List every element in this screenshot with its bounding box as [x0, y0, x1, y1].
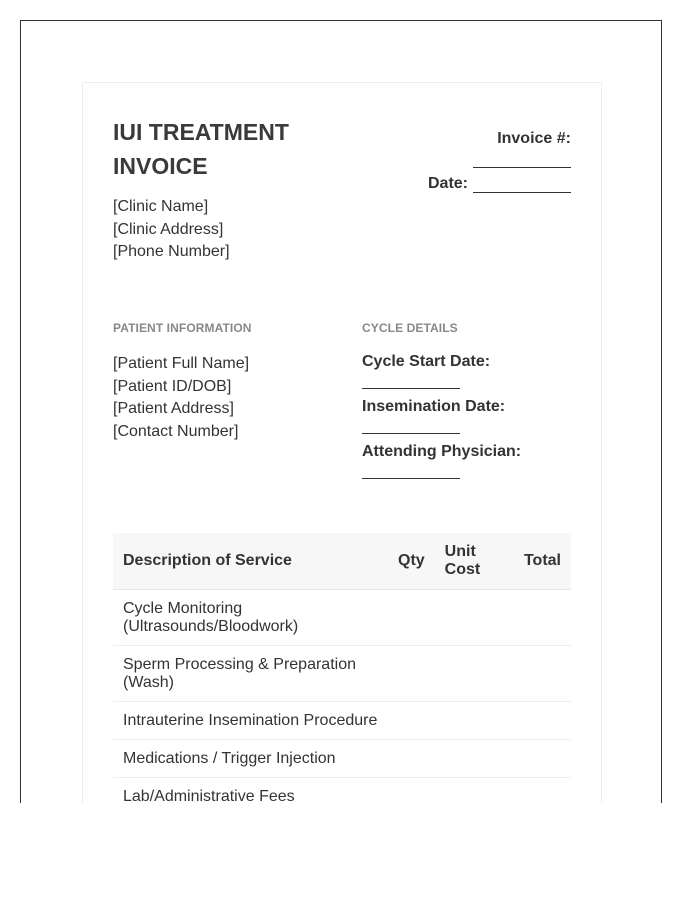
row-total	[507, 646, 571, 702]
row-unit-cost	[435, 778, 507, 804]
date-blank	[473, 175, 571, 193]
patient-info	[113, 353, 249, 443]
cycle-start-date-field	[362, 353, 521, 398]
date-label: Date:	[427, 175, 468, 192]
table-row	[113, 778, 571, 804]
invoice-page	[82, 82, 602, 803]
document-frame	[20, 20, 662, 803]
services-table	[113, 533, 571, 803]
date-field	[428, 175, 571, 193]
table-row	[113, 590, 571, 646]
col-description: Description of Service	[113, 533, 388, 590]
patient-id-dob: [Patient ID/DOB]	[113, 377, 232, 395]
row-description: Intrauterine Insemination Procedure	[113, 702, 388, 740]
row-unit-cost	[435, 702, 507, 740]
row-unit-cost	[435, 590, 507, 646]
patient-info-heading: PATIENT INFORMATION	[113, 321, 252, 335]
row-qty	[388, 702, 435, 740]
col-total: Total	[507, 533, 571, 590]
row-total	[507, 702, 571, 740]
row-total	[507, 590, 571, 646]
row-description: Sperm Processing & Preparation (Wash)	[113, 646, 388, 702]
patient-contact: [Contact Number]	[113, 422, 239, 440]
row-description: Medications / Trigger Injection	[113, 740, 388, 778]
attending-physician-label: Attending Physician:	[362, 443, 522, 460]
patient-name: [Patient Full Name]	[113, 355, 250, 372]
insemination-date-blank	[362, 433, 460, 434]
attending-physician-blank	[362, 478, 460, 479]
insemination-date-label: Insemination Date:	[362, 398, 506, 415]
invoice-title: IUI TREATMENT INVOICE	[113, 119, 289, 179]
row-total	[507, 740, 571, 778]
cycle-start-date-blank	[362, 388, 460, 389]
invoice-number-label: Invoice #:	[497, 130, 571, 147]
row-total	[507, 778, 571, 804]
row-unit-cost	[435, 646, 507, 702]
row-description: Lab/Administrative Fees	[113, 778, 388, 804]
cycle-details-heading: CYCLE DETAILS	[362, 321, 458, 335]
table-row	[113, 646, 571, 702]
patient-address: [Patient Address]	[113, 400, 234, 417]
clinic-phone: [Phone Number]	[113, 243, 230, 260]
cycle-start-date-label: Cycle Start Date:	[362, 353, 491, 370]
attending-physician-field	[362, 443, 521, 488]
row-qty	[388, 778, 435, 804]
table-header-row	[113, 533, 571, 590]
row-qty	[388, 646, 435, 702]
invoice-number-blank	[473, 167, 571, 168]
insemination-date-field	[362, 398, 521, 443]
col-qty: Qty	[388, 533, 435, 590]
table-row	[113, 702, 571, 740]
row-unit-cost	[435, 740, 507, 778]
clinic-name: [Clinic Name]	[113, 198, 209, 215]
col-unit-cost: Unit Cost	[435, 533, 507, 590]
clinic-info	[113, 196, 230, 264]
row-qty	[388, 590, 435, 646]
table-row	[113, 740, 571, 778]
clinic-address: [Clinic Address]	[113, 220, 224, 238]
row-qty	[388, 740, 435, 778]
cycle-details	[362, 353, 521, 488]
row-description: Cycle Monitoring (Ultrasounds/Bloodwork)	[113, 590, 388, 646]
